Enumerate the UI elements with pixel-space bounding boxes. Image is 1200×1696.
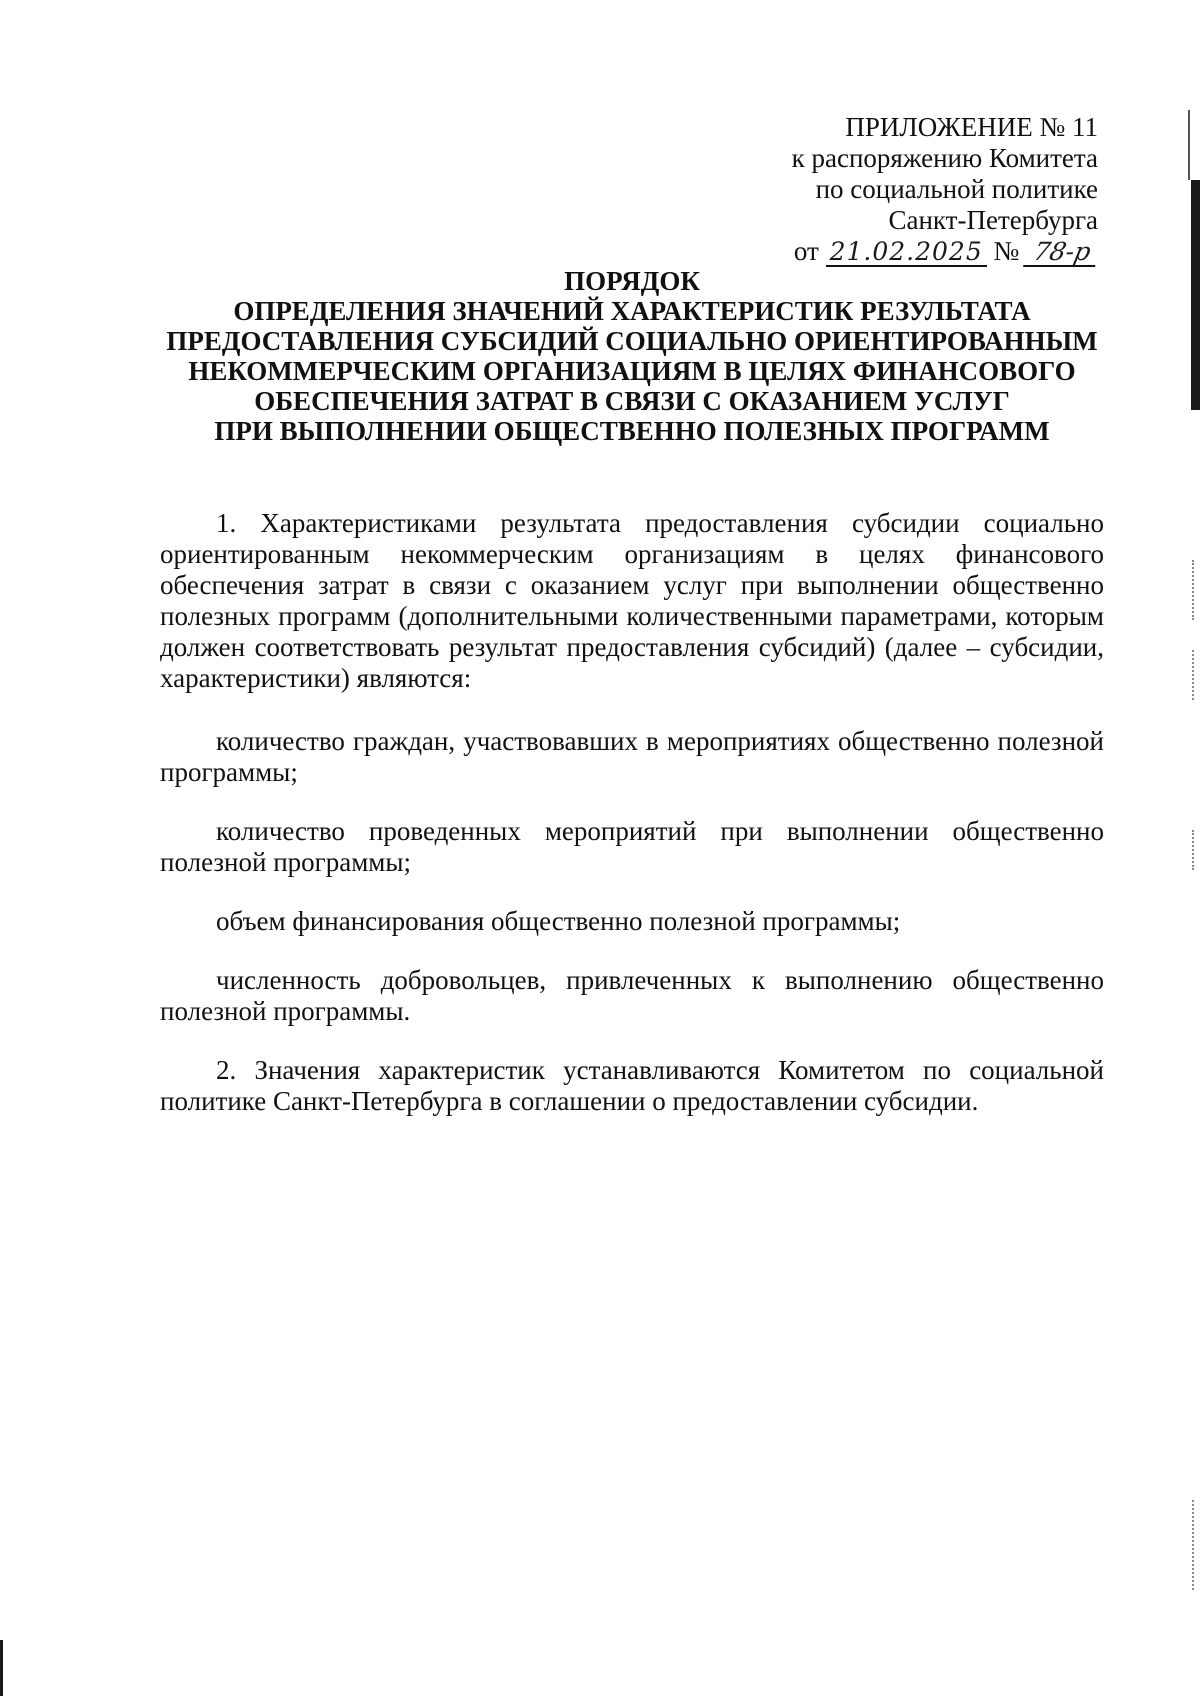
scan-edge-dots	[1192, 1500, 1196, 1590]
appendix-header	[792, 112, 1098, 267]
scan-edge-bottom	[0, 1640, 3, 1696]
title-line: ПРИ ВЫПОЛНЕНИИ ОБЩЕСТВЕННО ПОЛЕЗНЫХ ПРОГРАММ	[214, 416, 1050, 446]
scan-edge-dots	[1192, 560, 1196, 620]
paragraph: количество граждан, участвовавших в мероприятиях общественно полезной программы;	[160, 726, 1104, 787]
document-title	[160, 266, 1104, 446]
title-line: ПОРЯДОК	[564, 266, 700, 296]
scan-edge-mark	[1188, 110, 1190, 180]
scan-edge-dots	[1192, 830, 1196, 870]
date-prefix: от	[793, 236, 819, 266]
title-line: НЕКОММЕРЧЕСКИМ ОРГАНИЗАЦИЯМ В ЦЕЛЯХ ФИНАНСОВОГО	[188, 356, 1076, 386]
title-line: ОПРЕДЕЛЕНИЯ ЗНАЧЕНИЙ ХАРАКТЕРИСТИК РЕЗУЛЬТАТА	[233, 296, 1031, 326]
appendix-reference-line: по социальной политике	[815, 174, 1098, 204]
handwritten-number: 78-р	[1023, 239, 1101, 267]
paragraph: 1. Характеристиками результата предоставления субсидии социально ориентированным некоммерческим организациям в целях финансового обеспечения затрат в связи с оказанием услуг при выполнении общественно полезных программ (дополнительными количественными параметрами, которым должен соответствовать результат предоставления субсидий) (далее – субсидии, характеристики) являются:	[160, 508, 1104, 693]
appendix-reference-line: Санкт-Петербурга	[888, 205, 1098, 235]
document-body	[160, 508, 1104, 1145]
appendix-number: ПРИЛОЖЕНИЕ № 11	[845, 112, 1098, 142]
decree-date-number	[792, 236, 1098, 267]
paragraph: 2. Значения характеристик устанавливаются Комитетом по социальной политике Санкт-Петербурга в соглашении о предоставлении субсидии.	[160, 1055, 1104, 1116]
paragraph: количество проведенных мероприятий при выполнении общественно полезной программы;	[160, 816, 1104, 877]
paragraph: численность добровольцев, привлеченных к выполнению общественно полезной программы.	[160, 965, 1104, 1026]
title-line: ПРЕДОСТАВЛЕНИЯ СУБСИДИЙ СОЦИАЛЬНО ОРИЕНТИРОВАННЫМ	[166, 326, 1098, 356]
handwritten-date: 21.02.2025	[826, 239, 987, 267]
title-line: ОБЕСПЕЧЕНИЯ ЗАТРАТ В СВЯЗИ С ОКАЗАНИЕМ УСЛУГ	[254, 386, 1010, 416]
paragraph: объем финансирования общественно полезной программы;	[216, 906, 901, 936]
scan-edge-strip	[1191, 180, 1200, 410]
scan-edge-dots	[1192, 650, 1196, 700]
appendix-reference-line: к распоряжению Комитета	[791, 143, 1098, 173]
number-prefix: №	[993, 236, 1020, 266]
